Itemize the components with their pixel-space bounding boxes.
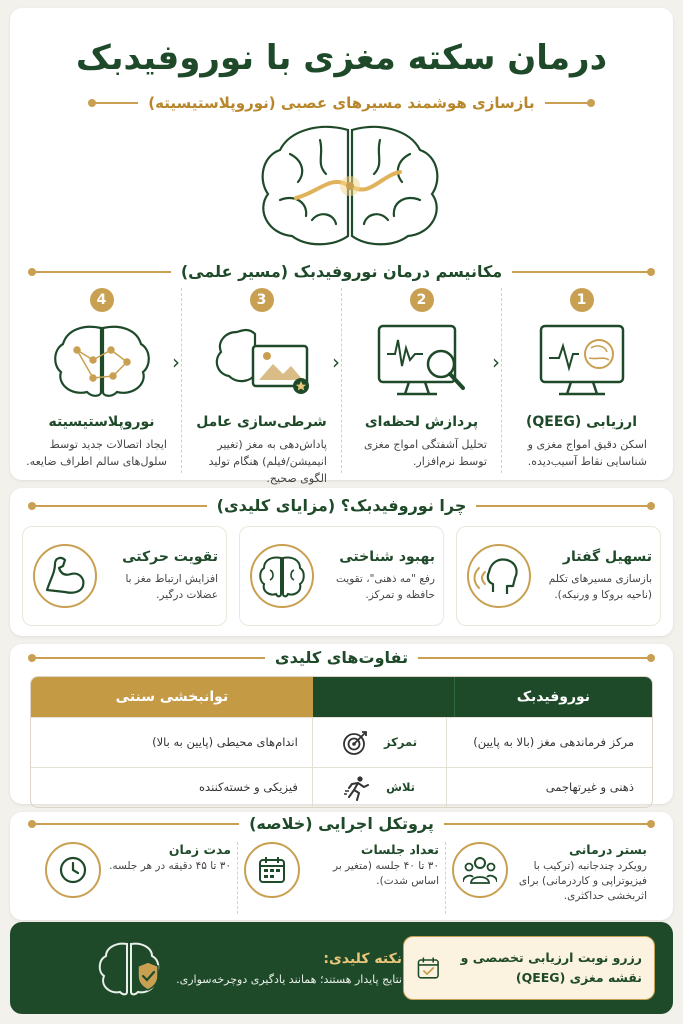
benefit-text [107,549,218,603]
benefit-description: رفع "مه ذهنی"، تقویت حافظه و تمرکز. [335,573,435,601]
protocol-item-description: ۳۰ تا ۴۵ دقیقه در هر جلسه. [109,860,231,872]
intro-card [10,8,673,485]
table-header-row [31,677,652,717]
column-header-criteria [313,677,455,717]
table-row [31,717,652,767]
table-row [31,767,652,807]
page-title: درمان سکته مغزی با نوروفیدبک [75,38,608,78]
protocol-card [10,812,673,920]
step-description: تحلیل آشفتگی امواج مغزی توسط نرم‌افزار. [363,438,487,468]
benefit-description: افزایش ارتباط مغز با عضلات درگیر. [125,573,218,601]
step-description: پاداش‌دهی به مغز (تغییر انیمیشن/فیلم) هنگام تولید الگوی صحیح. [208,438,327,485]
protocol-item-title: بستر درمانی [568,842,647,857]
step-3 [172,288,342,485]
protocol-title: پروتکل اجرایی (خلاصه) [249,814,434,833]
divider [30,271,171,273]
criteria-label: تمرکز [384,735,418,749]
step-description: اسکن دقیق امواج مغزی و شناسایی نقاط آسیب‌دیده. [527,438,647,468]
divider [512,271,653,273]
divider [90,102,138,104]
divider [30,657,265,659]
speaking-head-icon [465,542,533,610]
divider [545,102,593,104]
step-title: پردازش لحظه‌ای [364,414,479,430]
cell-criteria [312,718,447,767]
benefit-description: بازسازی مسیرهای تکلم (ناحیه بروکا و ورنیکه). [548,573,652,601]
clock-icon [45,842,101,898]
glowing-brain-icon [250,120,450,252]
key-note-title: نکته کلیدی: [323,950,402,967]
step-number: 2 [410,288,434,312]
key-note [32,940,402,996]
neural-brain-icon [47,320,157,400]
benefit-cognitive [239,526,444,626]
target-icon [342,730,368,756]
benefit-title: بهبود شناختی [339,549,435,565]
muscle-arm-icon [31,542,99,610]
step-2 [332,288,502,473]
cell-criteria [312,768,447,807]
brain-shield-icon [96,940,162,996]
calendar-check-icon [416,948,441,988]
benefit-speech [456,526,661,626]
booking-cta-button[interactable] [403,936,655,1000]
mechanism-steps [22,288,661,485]
column-header-neurofeedback: نوروفیدبک [455,677,652,717]
protocol-text [308,842,439,889]
step-title: نوروپلاستیسیته [48,414,155,430]
divider [444,823,653,825]
differences-title: تفاوت‌های کلیدی [274,648,409,667]
step-description: ایجاد اتصالات جدید توسط سلول‌های سالم اطراف ضایعه. [26,438,167,468]
benefit-motor [22,526,227,626]
monitor-magnifier-icon [367,320,477,400]
key-note-description: نتایج پایدار هستند؛ همانند یادگیری دوچرخه‌سواری. [176,972,402,986]
key-note-text [176,951,402,986]
protocol-item-title: تعداد جلسات [360,842,439,857]
divider [30,823,239,825]
cell-traditional: فیزیکی و خسته‌کننده [199,780,298,794]
monitor-brain-icon [527,320,637,400]
benefit-text [541,549,652,603]
cell-neurofeedback: ذهنی و غیرتهاجمی [545,780,634,794]
chevron-left-icon: ‹ [172,350,180,374]
benefit-title: تقویت حرکتی [122,549,218,565]
protocol-text [516,842,647,904]
differences-card [10,644,673,804]
page-subtitle: بازسازی هوشمند مسیرهای عصبی (نوروپلاستیسیته) [148,94,535,112]
protocol-item-description: رویکرد چندجانبه (ترکیب با فیزیوتراپی و کاردرمانی) برای اثربخشی حداکثری. [518,860,647,902]
protocol-list [30,842,653,914]
differences-title-row [30,648,653,667]
cell-traditional: اندام‌های محیطی (پایین به بالا) [152,735,298,749]
step-title: شرطی‌سازی عامل [196,414,327,430]
cell-neurofeedback: مرکز فرماندهی مغز (بالا به پایین) [473,735,634,749]
step-1 [492,288,661,473]
benefits-card [10,488,673,636]
chevron-left-icon: ‹ [492,350,500,374]
brain-icon [248,542,316,610]
column-header-traditional: توانبخشی سنتی [31,677,313,717]
benefit-title: تسهیل گفتار [562,549,652,565]
step-4 [22,288,182,473]
benefits-title-row [30,496,653,515]
footer-banner [10,922,673,1014]
running-person-icon [344,775,370,801]
step-number: 3 [250,288,274,312]
step-number: 1 [570,288,594,312]
mechanism-title-row [30,262,653,281]
subtitle-row [90,94,593,112]
mechanism-title: مکانیسم درمان نوروفیدبک (مسیر علمی) [180,262,503,281]
criteria-label: تلاش [386,780,415,794]
step-number: 4 [90,288,114,312]
divider [30,505,207,507]
divider [476,505,653,507]
team-icon [452,842,508,898]
divider [418,657,653,659]
protocol-title-row [30,814,653,833]
calendar-icon [244,842,300,898]
protocol-text [109,842,231,874]
protocol-item-description: ۳۰ تا ۴۰ جلسه (متغیر بر اساس شدت). [333,860,439,887]
comparison-table [30,676,653,808]
brain-picture-icon [207,320,317,400]
protocol-item-sessions [238,842,446,914]
protocol-item-duration [30,842,238,914]
step-title: ارزیابی (QEEG) [525,414,638,430]
protocol-item-title: مدت زمان [168,842,231,857]
benefits-list [22,526,661,626]
booking-cta-label: رزرو نوبت ارزیابی تخصصی و نقشه مغزی (QEEG) [460,950,642,985]
protocol-item-setting [446,842,653,914]
chevron-left-icon: ‹ [332,350,340,374]
benefits-title: چرا نوروفیدبک؟ (مزایای کلیدی) [216,496,467,515]
benefit-text [324,549,435,603]
